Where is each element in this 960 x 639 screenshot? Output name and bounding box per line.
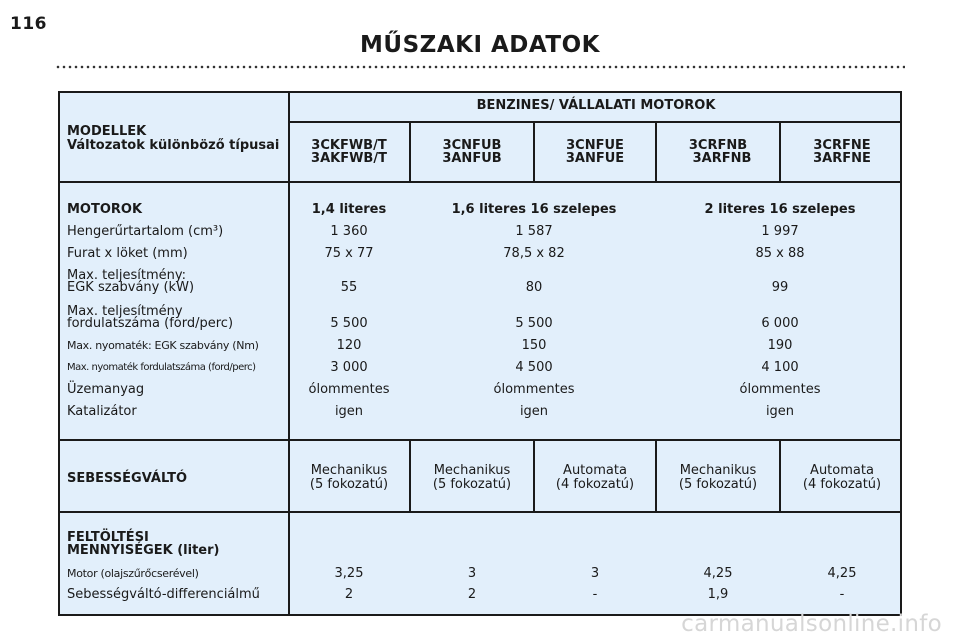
cell-value: 2	[467, 587, 477, 602]
gearbox-value: (5 fokozatú)	[309, 477, 389, 492]
cell-value: 3	[467, 566, 477, 581]
row-label: Max. nyomaték: EGK szabvány (Nm)	[67, 339, 259, 352]
grid-line	[60, 439, 900, 441]
grid-line	[288, 121, 900, 123]
cell-value: 78,5 x 82	[503, 246, 565, 261]
cell-value: 120	[336, 338, 362, 353]
row-label: Motor (olajszűrőcserével)	[67, 567, 199, 580]
variant-code: 3CRFNB	[688, 138, 748, 153]
cell-value: 4,25	[827, 566, 857, 581]
grid-line	[60, 181, 900, 183]
cell-value: igen	[519, 404, 549, 419]
models-label: MODELLEK	[67, 124, 147, 139]
row-label: fordulatszáma (ford/perc)	[67, 316, 234, 331]
cell-value: 85 x 88	[755, 246, 805, 261]
gearbox-value: Mechanikus	[310, 463, 388, 478]
cell-value: 99	[771, 280, 789, 295]
row-label: Hengerűrtartalom (cm³)	[67, 224, 224, 239]
variant-code: 3AKFWB/T	[311, 151, 387, 166]
capacities-label: FELTÖLTÉSI	[67, 530, 149, 545]
gearbox-value: Automata	[563, 463, 627, 478]
cell-value: ólommentes	[739, 382, 821, 397]
cell-value: -	[839, 587, 845, 602]
grid-line	[409, 121, 411, 181]
capacities-label: MENNYISÉGEK (liter)	[67, 543, 220, 558]
cell-value: 80	[525, 280, 543, 295]
cell-value: 1 997	[761, 224, 799, 239]
grid-line	[60, 511, 900, 513]
grid-line	[533, 439, 535, 511]
grid-line	[409, 439, 411, 511]
gearbox-value: Mechanikus	[433, 463, 511, 478]
page-number: 116	[10, 14, 47, 34]
engine-type: 1,6 literes 16 szelepes	[451, 202, 617, 217]
variant-code: 3ARFNE	[813, 151, 871, 166]
row-label: Furat x löket (mm)	[67, 246, 188, 261]
engine-group-label: BENZINES/ VÁLLALATI MOTOROK	[476, 98, 716, 113]
cell-value: 2	[344, 587, 354, 602]
row-label: Sebességváltó-differenciálmű	[67, 587, 260, 602]
variant-code: 3CKFWB/T	[311, 138, 387, 153]
variant-code: 3ANFUE	[565, 151, 625, 166]
dotted-divider	[55, 65, 905, 69]
grid-line	[779, 121, 781, 181]
row-label: Üzemanyag	[67, 382, 145, 397]
grid-line	[533, 121, 535, 181]
row-label: Max. teljesítmény:	[67, 268, 186, 283]
gearbox-value: Mechanikus	[679, 463, 757, 478]
variants-label: Változatok különböző típusai	[67, 138, 280, 153]
cell-value: igen	[765, 404, 795, 419]
gearbox-value: (5 fokozatú)	[678, 477, 758, 492]
spec-table	[58, 91, 902, 616]
cell-value: 5 500	[330, 316, 368, 331]
row-label: Katalizátor	[67, 404, 137, 419]
gearbox-value: (4 fokozatú)	[555, 477, 635, 492]
cell-value: 4 500	[515, 360, 553, 375]
cell-value: ólommentes	[493, 382, 575, 397]
cell-value: 3,25	[334, 566, 364, 581]
cell-value: 3 000	[330, 360, 368, 375]
cell-value: igen	[334, 404, 364, 419]
cell-value: 55	[340, 280, 358, 295]
gearbox-value: Automata	[810, 463, 874, 478]
engine-type: 1,4 literes	[311, 202, 387, 217]
variant-code: 3CNFUE	[566, 138, 624, 153]
page-title: MŰSZAKI ADATOK	[360, 32, 600, 58]
cell-value: 4 100	[761, 360, 799, 375]
gearbox-value: (4 fokozatú)	[802, 477, 882, 492]
cell-value: 5 500	[515, 316, 553, 331]
cell-value: 150	[521, 338, 547, 353]
cell-value: 1 360	[330, 224, 368, 239]
variant-code: 3ARFNB	[692, 151, 752, 166]
grid-line	[779, 439, 781, 511]
watermark: carmanualsonline.info	[681, 611, 942, 637]
cell-value: 3	[590, 566, 600, 581]
cell-value: 1,9	[707, 587, 729, 602]
row-label: Max. nyomaték fordulatszáma (ford/perc)	[67, 362, 256, 373]
variant-code: 3CNFUB	[442, 138, 502, 153]
variant-code: 3ANFUB	[442, 151, 502, 166]
cell-value: 4,25	[703, 566, 733, 581]
grid-line	[288, 93, 290, 614]
gearbox-label: SEBESSÉGVÁLTÓ	[67, 471, 188, 486]
cell-value: 190	[767, 338, 793, 353]
row-label: EGK szabvány (kW)	[67, 280, 195, 295]
grid-line	[655, 121, 657, 181]
cell-value: 6 000	[761, 316, 799, 331]
engine-type: 2 literes 16 szelepes	[704, 202, 856, 217]
grid-line	[655, 439, 657, 511]
cell-value: -	[592, 587, 598, 602]
variant-code: 3CRFNE	[813, 138, 871, 153]
cell-value: 1 587	[515, 224, 553, 239]
cell-value: 75 x 77	[324, 246, 374, 261]
cell-value: ólommentes	[308, 382, 390, 397]
row-label: Max. teljesítmény	[67, 304, 183, 319]
engines-label: MOTOROK	[67, 202, 143, 217]
gearbox-value: (5 fokozatú)	[432, 477, 512, 492]
